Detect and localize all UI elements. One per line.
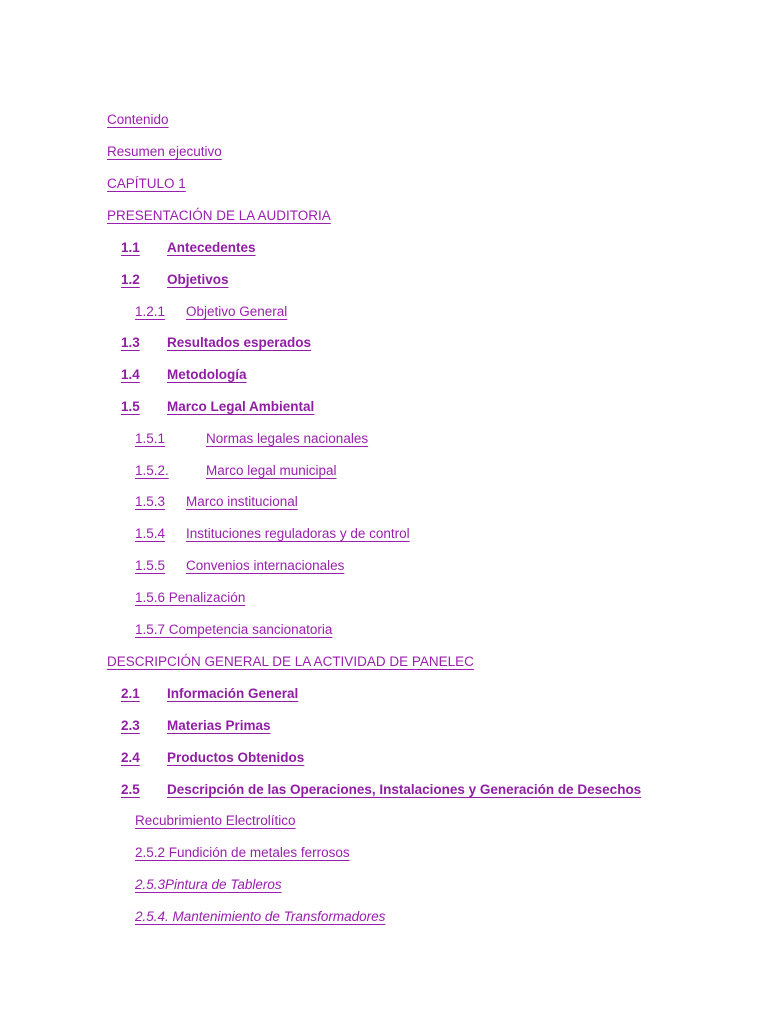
toc-entry-1-5[interactable] [121, 396, 314, 418]
toc-entry-number[interactable]: 1.5.3 [135, 494, 166, 509]
toc-entry-text[interactable]: 1.5.7 Competencia sancionatoria [135, 622, 333, 637]
toc-entry-presentacion-auditoria[interactable] [107, 205, 331, 227]
toc-entry-1-1[interactable] [121, 237, 256, 259]
toc-entry-text[interactable]: DESCRIPCIÓN GENERAL DE LA ACTIVIDAD DE PANELEC [107, 654, 474, 669]
toc-entry-number[interactable]: 2.1 [121, 686, 140, 701]
toc-entry-2-5-4[interactable] [135, 906, 385, 928]
toc-entry-text[interactable]: Resumen ejecutivo [107, 144, 222, 159]
toc-entry-number[interactable]: 1.5.1 [135, 431, 166, 446]
toc-entry-2-3[interactable] [121, 715, 271, 737]
toc-entry-number[interactable]: 1.5.5 [135, 558, 166, 573]
toc-entry-text[interactable]: Marco institucional [186, 494, 298, 509]
toc-entry-descripcion-general[interactable] [107, 651, 474, 673]
toc-entry-1-3[interactable] [121, 332, 311, 354]
toc-entry-text[interactable]: Marco legal municipal [206, 463, 337, 478]
toc-entry-text[interactable]: Objetivo General [186, 304, 288, 319]
toc-entry-2-4[interactable] [121, 747, 304, 769]
toc-entry-number[interactable]: 1.5.4 [135, 526, 166, 541]
toc-entry-number[interactable]: 1.4 [121, 367, 140, 382]
toc-entry-text[interactable]: Marco Legal Ambiental [167, 399, 315, 414]
toc-entry-1-5-4[interactable] [135, 523, 410, 545]
toc-entry-number[interactable]: 2.4 [121, 750, 140, 765]
toc-entry-capitulo-1[interactable] [107, 173, 186, 195]
toc-entry-text[interactable]: 2.5.3Pintura de Tableros [135, 877, 282, 892]
toc-entry-number[interactable]: 1.5 [121, 399, 140, 414]
toc-entry-1-5-3[interactable] [135, 491, 298, 513]
toc-entry-text[interactable]: Recubrimiento Electrolítico [135, 813, 296, 828]
toc-entry-text[interactable]: 2.5.2 Fundición de metales ferrosos [135, 845, 350, 860]
toc-entry-text[interactable]: PRESENTACIÓN DE LA AUDITORIA [107, 208, 331, 223]
toc-entry-number[interactable]: 1.5.2. [135, 463, 169, 478]
toc-entry-2-5[interactable] [121, 779, 641, 801]
toc-entry-number[interactable]: 1.1 [121, 240, 140, 255]
toc-entry-text[interactable]: Metodología [167, 367, 247, 382]
toc-entry-number[interactable]: 2.3 [121, 718, 140, 733]
toc-entry-text[interactable]: Normas legales nacionales [206, 431, 369, 446]
toc-entry-text[interactable]: Materias Primas [167, 718, 271, 733]
toc-entry-number[interactable]: 1.2 [121, 272, 140, 287]
toc-entry-1-4[interactable] [121, 364, 247, 386]
toc-entry-number[interactable]: 1.3 [121, 335, 140, 350]
toc-entry-1-5-1[interactable] [135, 428, 368, 450]
toc-entry-text[interactable]: Información General [167, 686, 299, 701]
toc-entry-text[interactable]: CAPÍTULO 1 [107, 176, 186, 191]
toc-entry-1-5-7[interactable] [135, 619, 332, 641]
toc-entry-text[interactable]: Antecedentes [167, 240, 256, 255]
toc-entry-text[interactable]: 1.5.6 Penalización [135, 590, 246, 605]
toc-entry-2-5-3[interactable] [135, 874, 282, 896]
toc-entry-text[interactable]: Resultados esperados [167, 335, 312, 350]
toc-entry-1-5-6[interactable] [135, 587, 245, 609]
toc-entry-text[interactable]: Objetivos [167, 272, 229, 287]
toc-entry-text[interactable]: Instituciones reguladoras y de control [186, 526, 410, 541]
toc-entry-2-5-2[interactable] [135, 842, 350, 864]
toc-entry-number[interactable]: 2.5 [121, 782, 140, 797]
toc-entry-recubrimiento-electrolitico[interactable] [135, 810, 296, 832]
toc-entry-2-1[interactable] [121, 683, 298, 705]
toc-entry-1-5-5[interactable] [135, 555, 344, 577]
toc-entry-text[interactable]: 2.5.4. Mantenimiento de Transformadores [135, 909, 386, 924]
toc-entry-contenido[interactable] [107, 109, 169, 131]
toc-entry-text[interactable]: Descripción de las Operaciones, Instalaciones y Generación de Desechos [167, 782, 642, 797]
toc-entry-resumen-ejecutivo[interactable] [107, 141, 222, 163]
toc-entry-text[interactable]: Productos Obtenidos [167, 750, 305, 765]
toc-entry-1-2-1[interactable] [135, 301, 287, 323]
toc-entry-1-5-2[interactable] [135, 460, 337, 482]
toc-entry-number[interactable]: 1.2.1 [135, 304, 166, 319]
toc-entry-text[interactable]: Contenido [107, 112, 169, 127]
toc-entry-1-2[interactable] [121, 269, 229, 291]
toc-entry-text[interactable]: Convenios internacionales [186, 558, 345, 573]
